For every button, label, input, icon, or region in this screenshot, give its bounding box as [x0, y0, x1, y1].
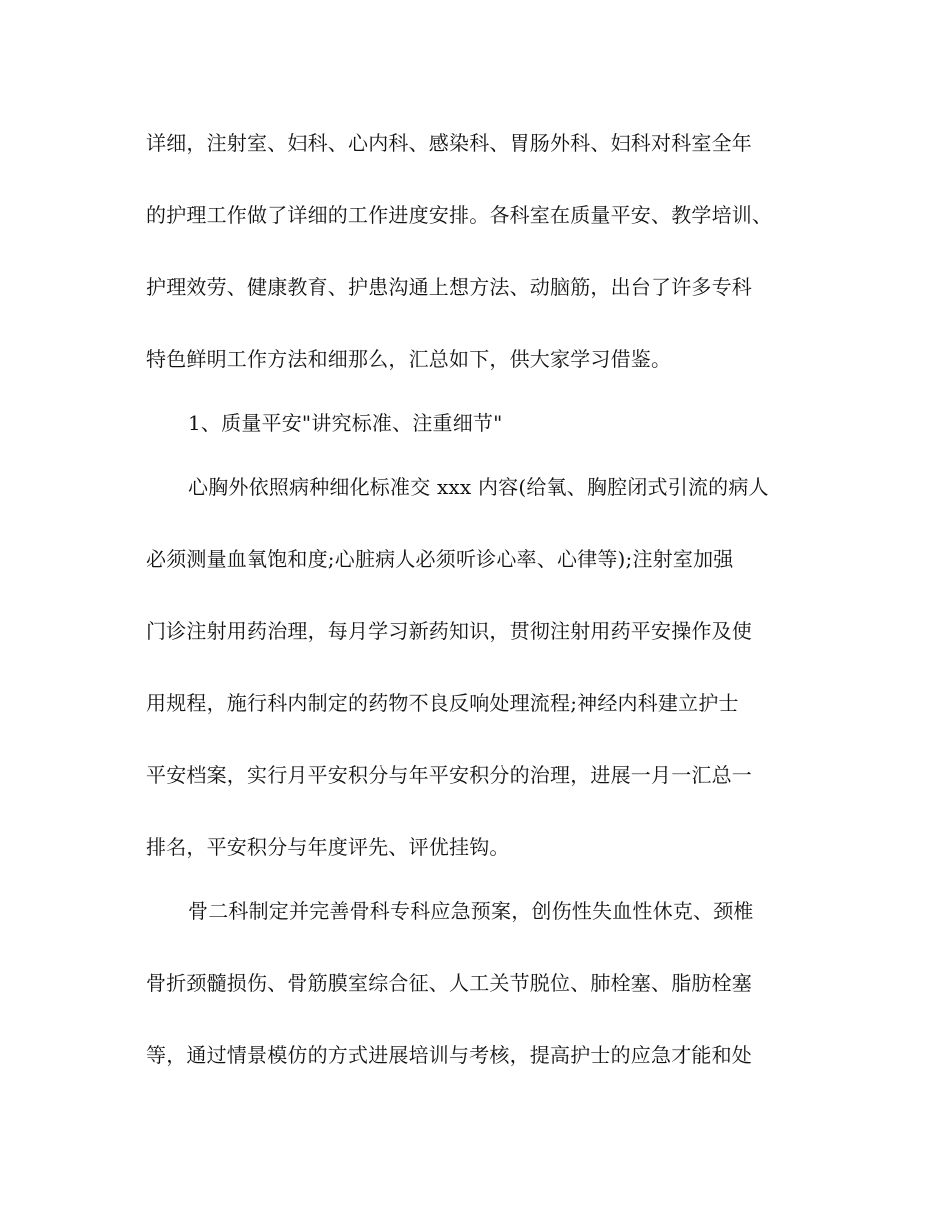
text-line: 心胸外依照病种细化标准交 xxx 内容(给氧、胸腔闭式引流的病人 [188, 475, 769, 499]
text-line: 的护理工作做了详细的工作进度安排。各科室在质量平安、教学培训、 [146, 203, 773, 227]
text-line: 平安档案，实行月平安积分与年平安积分的治理，进展一月一汇总一 [146, 763, 752, 787]
text-line: 特色鲜明工作方法和细那么，汇总如下，供大家学习借鉴。 [146, 347, 672, 371]
text-line: 骨折颈髓损伤、骨筋膜室综合征、人工关节脱位、肺栓塞、脂肪栓塞 [146, 971, 752, 995]
text-line: 用规程，施行科内制定的药物不良反响处理流程;神经内科建立护士 [146, 691, 739, 715]
section-heading: 1、质量平安"讲究标准、注重细节" [188, 411, 503, 435]
text-line: 等，通过情景模仿的方式进展培训与考核，提高护士的应急才能和处 [146, 1043, 752, 1067]
text-line: 必须测量血氧饱和度;心脏病人必须听诊心率、心律等);注射室加强 [146, 547, 734, 571]
text-line: 门诊注射用药治理，每月学习新药知识，贯彻注射用药平安操作及使 [146, 619, 752, 643]
text-line: 排名，平安积分与年度评先、评优挂钩。 [146, 835, 510, 859]
text-line: 骨二科制定并完善骨科专科应急预案，创伤性失血性休克、颈椎 [188, 899, 754, 923]
text-line: 护理效劳、健康教育、护患沟通上想方法、动脑筋，出台了许多专科 [146, 275, 752, 299]
text-line: 详细，注射室、妇科、心内科、感染科、胃肠外科、妇科对科室全年 [146, 131, 752, 155]
